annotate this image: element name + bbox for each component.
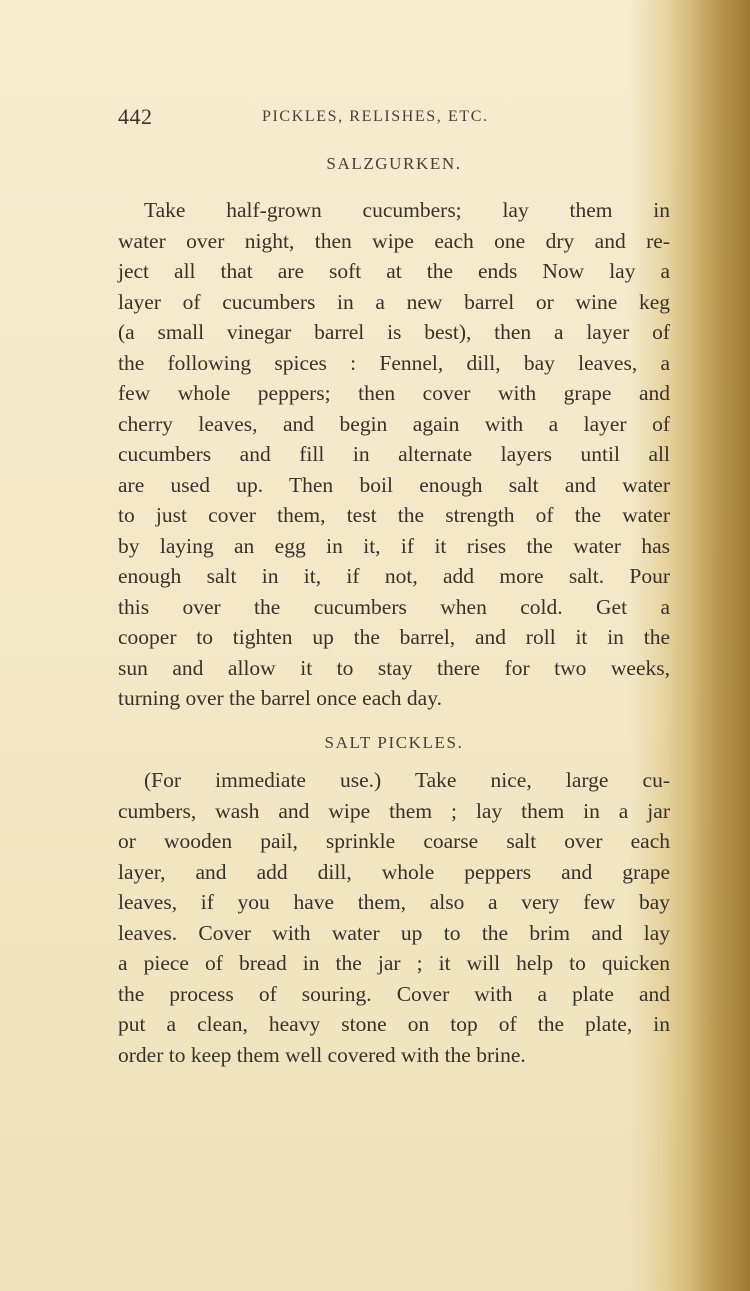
text-line: leaves, if you have them, also a very few bay [118,890,670,914]
text-line: are used up. Then boil enough salt and water [118,472,670,497]
page-number: 442 [118,104,153,129]
text-line: cherry leaves, and begin again with a layer of [118,411,670,436]
text-line: enough salt in it, if not, add more salt. Pour [118,564,670,588]
text-line: this over the cucumbers when cold. Get a [118,594,670,619]
text-line: cumbers, wash and wipe them ; lay them in a jar [118,798,670,823]
text-line: order to keep them well covered with the brine. [118,1042,526,1067]
running-title: PICKLES, RELISHES, ETC. [262,108,489,125]
text-line: water over night, then wipe each one dry and re- [118,228,670,253]
section-body-salt-pickles [118,765,670,1070]
text-line: to just cover them, test the strength of the water [118,503,670,527]
section-heading-salt-pickles: SALT PICKLES. [324,733,464,752]
running-head [118,102,670,136]
text-line: a piece of bread in the jar ; it will help to quicken [118,951,670,975]
text-line: cucumbers and fill in alternate layers until all [118,442,670,466]
text-line: by laying an egg in it, if it rises the water has [118,533,670,558]
text-line: layer of cucumbers in a new barrel or wine keg [118,289,670,314]
text-line: or wooden pail, sprinkle coarse salt over each [118,829,670,853]
text-line: (a small vinegar barrel is best), then a layer of [118,320,670,344]
text-line: layer, and add dill, whole peppers and grape [118,859,670,884]
text-line: turning over the barrel once each day. [118,686,442,710]
section-body-salzgurken [118,195,670,714]
text-line: cooper to tighten up the barrel, and roll it in the [118,625,670,649]
text-line: leaves. Cover with water up to the brim and lay [118,920,670,945]
section-heading-salzgurken: SALZGURKEN. [326,154,462,173]
text-line: few whole peppers; then cover with grape and [118,381,670,405]
text-line: the process of souring. Cover with a plate and [118,981,670,1006]
text-line: ject all that are soft at the ends Now lay a [118,259,670,283]
text-line: the following spices : Fennel, dill, bay leaves, a [118,350,670,375]
text-line: sun and allow it to stay there for two weeks, [118,655,670,680]
text-line: put a clean, heavy stone on top of the plate, in [118,1012,670,1036]
text-line: (For immediate use.) Take nice, large cu- [144,768,670,792]
text-line: Take half-grown cucumbers; lay them in [144,198,670,222]
